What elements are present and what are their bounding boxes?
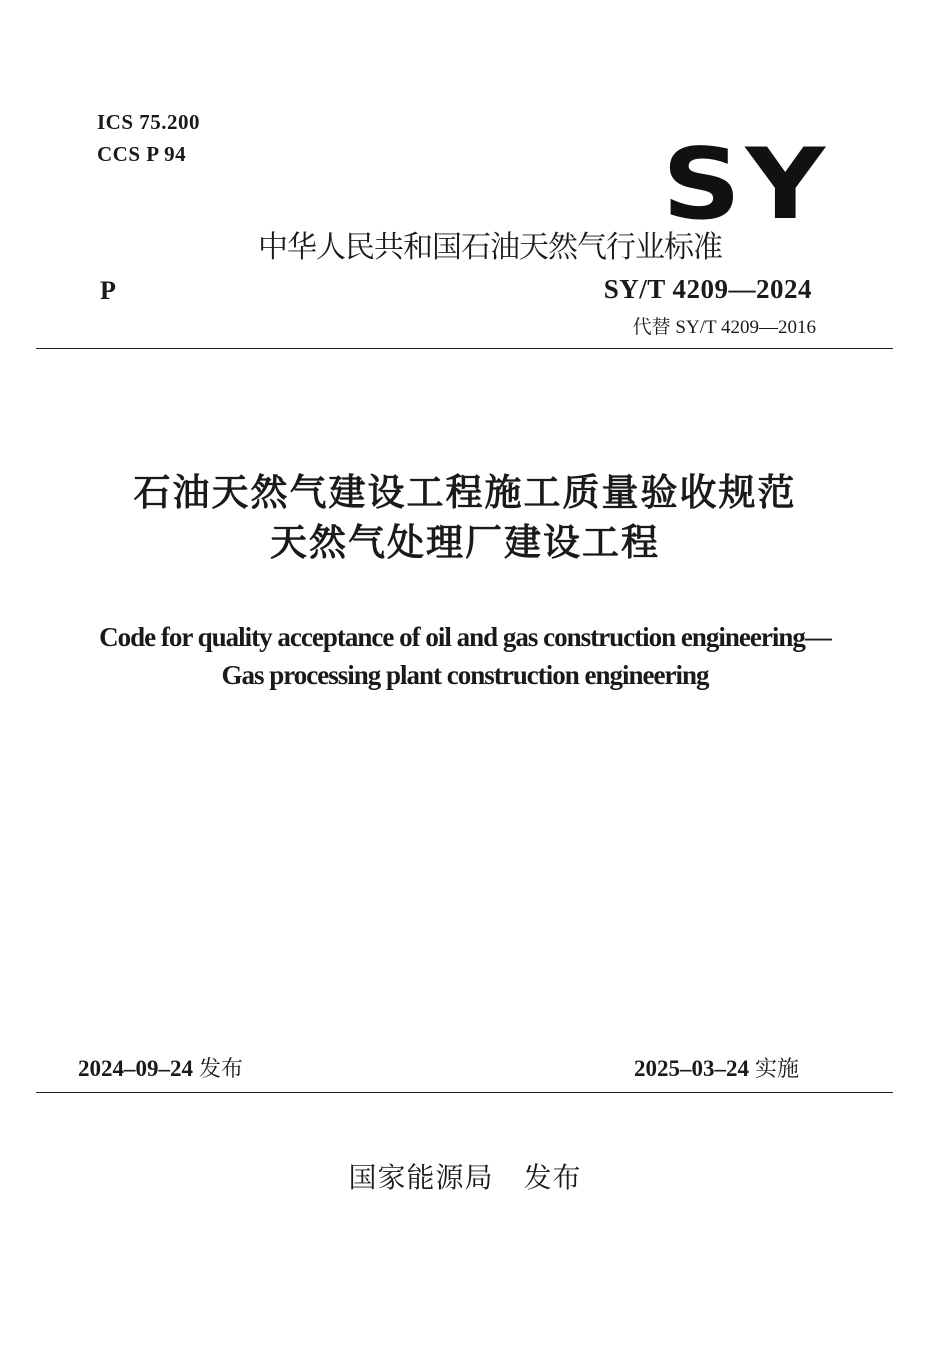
implement-date-block	[634, 1052, 799, 1083]
english-title-line1: Code for quality acceptance of oil and gas construction engineering—	[99, 622, 831, 652]
ics-code: ICS 75.200	[97, 110, 201, 134]
issuer-action: 发布	[523, 1161, 582, 1194]
english-title	[0, 618, 930, 694]
publish-label: 发布	[199, 1057, 244, 1082]
header-divider	[36, 348, 893, 349]
chinese-title-line2: 天然气处理厂建设工程	[270, 521, 660, 564]
issuer-line	[0, 1156, 930, 1196]
english-title-line2: Gas processing plant construction engineering	[221, 660, 709, 690]
sy-logo: SY	[662, 128, 830, 242]
footer-divider	[36, 1092, 893, 1093]
industry-standard-heading: 中华人民共和国石油天然气行业标准	[258, 230, 722, 265]
implement-label: 实施	[755, 1057, 800, 1082]
implement-date: 2025–03–24	[634, 1056, 749, 1081]
category-code: P	[100, 276, 116, 305]
publish-date: 2024–09–24	[78, 1056, 193, 1081]
standard-number: SY/T 4209—2024	[603, 274, 812, 304]
chinese-title-line1: 石油天然气建设工程施工质量验收规范	[133, 471, 797, 514]
ccs-code: CCS P 94	[97, 142, 187, 166]
classification-codes	[97, 106, 200, 170]
chinese-title	[0, 468, 930, 568]
publish-date-block	[78, 1052, 243, 1083]
issuer-name: 国家能源局	[348, 1161, 494, 1194]
replaces-standard: 代替 SY/T 4209—2016	[632, 317, 816, 338]
